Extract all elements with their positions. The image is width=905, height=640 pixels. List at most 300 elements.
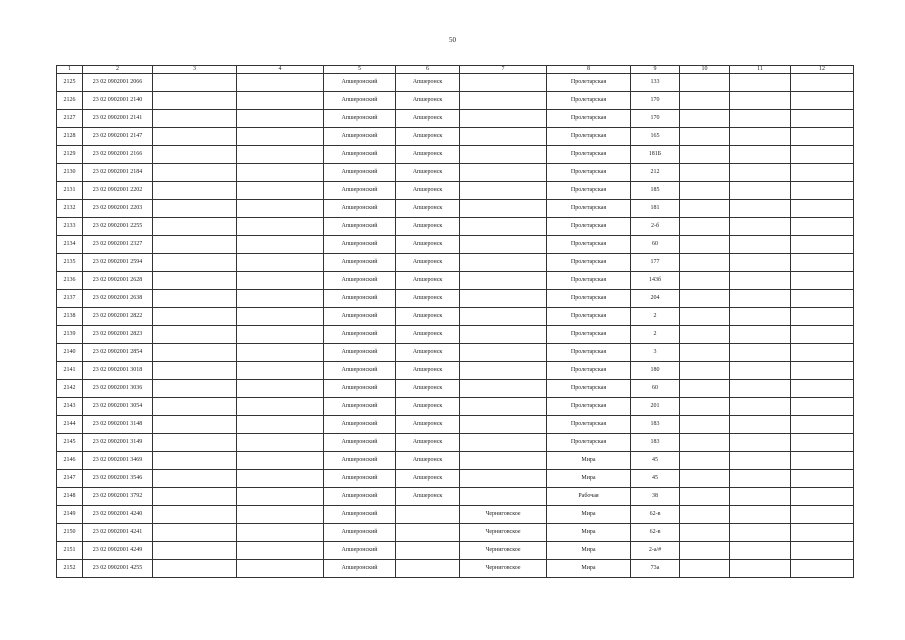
table-cell: Рабочая	[547, 488, 631, 506]
table-cell	[791, 362, 854, 380]
table-cell	[153, 362, 237, 380]
table-cell	[237, 272, 324, 290]
table-cell: Апшеронский	[324, 254, 396, 272]
table-cell	[153, 92, 237, 110]
table-cell	[730, 488, 791, 506]
table-cell	[153, 488, 237, 506]
table-cell: 23 02 0902001 3018	[83, 362, 153, 380]
table-cell	[460, 488, 547, 506]
table-cell	[730, 452, 791, 470]
table-cell: 2-а/#	[631, 542, 680, 560]
table-cell: 2138	[57, 308, 83, 326]
column-header: 5	[324, 66, 396, 74]
table-cell	[730, 470, 791, 488]
table-cell: Черниговское	[460, 560, 547, 578]
table-cell	[153, 560, 237, 578]
table-cell	[153, 272, 237, 290]
table-row	[57, 200, 854, 218]
table-cell: Апшеронский	[324, 164, 396, 182]
table-cell	[153, 74, 237, 92]
table-cell	[791, 398, 854, 416]
table-cell: 2	[631, 308, 680, 326]
table-cell: Апшеронск	[396, 164, 460, 182]
table-cell	[153, 146, 237, 164]
table-cell: Апшеронский	[324, 182, 396, 200]
table-cell	[680, 74, 730, 92]
table-cell: 165	[631, 128, 680, 146]
table-cell: 212	[631, 164, 680, 182]
table-cell: 2142	[57, 380, 83, 398]
table-cell: Апшеронск	[396, 272, 460, 290]
table-cell: Пролетарская	[547, 326, 631, 344]
table-cell	[680, 398, 730, 416]
table-cell: 23 02 0902001 4240	[83, 506, 153, 524]
table-cell: Апшеронск	[396, 236, 460, 254]
table-row	[57, 470, 854, 488]
table-cell: Пролетарская	[547, 398, 631, 416]
table-cell	[680, 560, 730, 578]
table-cell	[680, 110, 730, 128]
table-cell	[791, 524, 854, 542]
table-cell	[460, 344, 547, 362]
table-cell: 2139	[57, 326, 83, 344]
table-cell	[237, 398, 324, 416]
table-cell	[237, 290, 324, 308]
table-cell: 23 02 0902001 2255	[83, 218, 153, 236]
table-cell	[730, 146, 791, 164]
table-cell: Апшеронский	[324, 218, 396, 236]
table-row	[57, 92, 854, 110]
table-cell: Пролетарская	[547, 308, 631, 326]
table-cell	[460, 74, 547, 92]
table-cell	[237, 380, 324, 398]
table-cell: Апшеронский	[324, 344, 396, 362]
table-cell: Апшеронск	[396, 362, 460, 380]
table-cell: Апшеронский	[324, 146, 396, 164]
table-cell: Мира	[547, 542, 631, 560]
table-cell: Пролетарская	[547, 164, 631, 182]
table-cell	[680, 452, 730, 470]
table-cell	[460, 200, 547, 218]
table-cell	[153, 380, 237, 398]
table-cell: Пролетарская	[547, 200, 631, 218]
table-cell	[730, 218, 791, 236]
table-cell	[791, 380, 854, 398]
table-cell: 2145	[57, 434, 83, 452]
table-cell	[730, 344, 791, 362]
table-cell	[460, 452, 547, 470]
table-cell	[460, 470, 547, 488]
table-cell	[730, 164, 791, 182]
table-cell	[791, 218, 854, 236]
table-cell: 23 02 0902001 4241	[83, 524, 153, 542]
table-row	[57, 272, 854, 290]
table-cell	[237, 128, 324, 146]
table-cell: 2143	[57, 398, 83, 416]
table-cell	[153, 416, 237, 434]
table-cell	[153, 326, 237, 344]
table-cell	[237, 236, 324, 254]
table-cell: 23 02 0902001 3792	[83, 488, 153, 506]
table-row	[57, 416, 854, 434]
table-row	[57, 308, 854, 326]
table-cell: Апшеронский	[324, 470, 396, 488]
table-cell: Пролетарская	[547, 434, 631, 452]
table-cell: Апшеронский	[324, 308, 396, 326]
table-cell: Пролетарская	[547, 74, 631, 92]
table-cell: Мира	[547, 452, 631, 470]
table-cell	[153, 344, 237, 362]
table-cell: Мира	[547, 524, 631, 542]
column-header: 4	[237, 66, 324, 74]
table-cell: 2-б	[631, 218, 680, 236]
table-cell	[460, 218, 547, 236]
table-cell	[680, 272, 730, 290]
column-header: 6	[396, 66, 460, 74]
table-cell: Апшеронский	[324, 524, 396, 542]
table-cell: Апшеронский	[324, 326, 396, 344]
table-cell	[680, 236, 730, 254]
table-row	[57, 326, 854, 344]
table-row	[57, 128, 854, 146]
table-cell	[791, 470, 854, 488]
table-cell	[730, 560, 791, 578]
table-cell: 170	[631, 92, 680, 110]
table-cell	[791, 272, 854, 290]
table-cell: Апшеронск	[396, 290, 460, 308]
table-cell: 62-в	[631, 506, 680, 524]
table-cell	[791, 506, 854, 524]
table-cell: 60	[631, 236, 680, 254]
table-cell	[791, 182, 854, 200]
table-row	[57, 74, 854, 92]
table-cell: Апшеронский	[324, 434, 396, 452]
table-cell: Апшеронский	[324, 92, 396, 110]
table-cell	[730, 290, 791, 308]
table-cell	[153, 542, 237, 560]
table-cell: 2130	[57, 164, 83, 182]
table-cell: 23 02 0902001 2147	[83, 128, 153, 146]
table-cell	[730, 74, 791, 92]
table-cell: Мира	[547, 560, 631, 578]
column-header: 8	[547, 66, 631, 74]
table-cell	[237, 542, 324, 560]
table-cell	[460, 128, 547, 146]
table-cell: Черниговское	[460, 524, 547, 542]
table-cell: 23 02 0902001 3546	[83, 470, 153, 488]
table-row	[57, 182, 854, 200]
table-cell	[237, 362, 324, 380]
table-cell	[153, 470, 237, 488]
table-cell: Пролетарская	[547, 290, 631, 308]
table-cell	[680, 218, 730, 236]
table-cell: 177	[631, 254, 680, 272]
table-cell	[730, 182, 791, 200]
table-cell: Апшеронский	[324, 542, 396, 560]
table-cell	[680, 200, 730, 218]
table-row	[57, 434, 854, 452]
table-cell	[237, 254, 324, 272]
table-row	[57, 560, 854, 578]
table-row	[57, 254, 854, 272]
table-cell: 2149	[57, 506, 83, 524]
table-cell	[153, 398, 237, 416]
table-cell: 2151	[57, 542, 83, 560]
table-cell	[791, 452, 854, 470]
table-cell	[730, 272, 791, 290]
table-cell: Апшеронский	[324, 398, 396, 416]
table-cell: 2147	[57, 470, 83, 488]
table-cell	[680, 470, 730, 488]
table-cell: 23 02 0902001 3149	[83, 434, 153, 452]
table-cell: 23 02 0902001 2327	[83, 236, 153, 254]
table-cell: Пролетарская	[547, 146, 631, 164]
table-cell	[237, 416, 324, 434]
column-header: 7	[460, 66, 547, 74]
table-cell	[791, 326, 854, 344]
table-cell	[791, 434, 854, 452]
table-cell	[680, 308, 730, 326]
table-cell	[153, 308, 237, 326]
header-row	[57, 66, 854, 74]
table-cell: Мира	[547, 506, 631, 524]
table-cell: Апшеронск	[396, 128, 460, 146]
table-cell	[396, 506, 460, 524]
table-cell	[153, 164, 237, 182]
table-cell	[791, 110, 854, 128]
table-cell	[460, 398, 547, 416]
table-cell: 2148	[57, 488, 83, 506]
table-cell	[730, 200, 791, 218]
table-cell	[460, 182, 547, 200]
table-cell	[460, 272, 547, 290]
table-cell: Апшеронский	[324, 290, 396, 308]
table-cell	[730, 128, 791, 146]
table-cell	[680, 434, 730, 452]
table-cell: 23 02 0902001 2141	[83, 110, 153, 128]
table-cell: 181Б	[631, 146, 680, 164]
table-cell	[460, 326, 547, 344]
table-cell	[791, 164, 854, 182]
table-cell: 183	[631, 434, 680, 452]
table-cell: 2152	[57, 560, 83, 578]
column-header: 1	[57, 66, 83, 74]
table-cell: Апшеронский	[324, 272, 396, 290]
table-cell: Апшеронский	[324, 74, 396, 92]
table-cell	[460, 416, 547, 434]
table-cell	[237, 344, 324, 362]
table-row	[57, 452, 854, 470]
table-cell: 2128	[57, 128, 83, 146]
table-cell	[680, 182, 730, 200]
table-cell	[237, 434, 324, 452]
table-cell: 23 02 0902001 2854	[83, 344, 153, 362]
table-cell	[680, 542, 730, 560]
table-cell	[730, 254, 791, 272]
table-cell	[237, 146, 324, 164]
table-cell: Мира	[547, 470, 631, 488]
table-cell: 23 02 0902001 2594	[83, 254, 153, 272]
table-cell	[730, 542, 791, 560]
table-cell	[153, 434, 237, 452]
table-cell	[680, 92, 730, 110]
table-cell	[153, 218, 237, 236]
table-cell: 23 02 0902001 4249	[83, 542, 153, 560]
table-cell	[680, 488, 730, 506]
table-header	[57, 66, 854, 74]
table-cell: Пролетарская	[547, 92, 631, 110]
table-cell: 23 02 0902001 2203	[83, 200, 153, 218]
table-cell: Апшеронск	[396, 326, 460, 344]
table-cell	[237, 560, 324, 578]
table-cell: 2137	[57, 290, 83, 308]
column-header: 10	[680, 66, 730, 74]
table-cell	[460, 146, 547, 164]
table-cell: 60	[631, 380, 680, 398]
table-cell	[730, 92, 791, 110]
table-cell: Апшеронск	[396, 308, 460, 326]
table-cell	[680, 506, 730, 524]
table-cell	[730, 380, 791, 398]
table-cell: 62-в	[631, 524, 680, 542]
table-cell: Апшеронск	[396, 92, 460, 110]
table-cell: Пролетарская	[547, 254, 631, 272]
table-cell: Апшеронский	[324, 488, 396, 506]
table-cell	[153, 524, 237, 542]
table-cell	[153, 128, 237, 146]
table-cell: Пролетарская	[547, 380, 631, 398]
table-cell: Апшеронский	[324, 506, 396, 524]
table-cell	[791, 290, 854, 308]
table-cell: Апшеронский	[324, 416, 396, 434]
table-cell: Черниговское	[460, 506, 547, 524]
table-cell: Апшеронск	[396, 110, 460, 128]
table-cell	[680, 380, 730, 398]
table-cell: Пролетарская	[547, 362, 631, 380]
table-cell	[730, 434, 791, 452]
registry-table	[56, 65, 854, 578]
table-cell: 2144	[57, 416, 83, 434]
table-cell: 2136	[57, 272, 83, 290]
table-cell: 23 02 0902001 2638	[83, 290, 153, 308]
table-cell: 2132	[57, 200, 83, 218]
table-row	[57, 524, 854, 542]
table-cell: 3	[631, 344, 680, 362]
table-cell: 2133	[57, 218, 83, 236]
table-cell	[237, 218, 324, 236]
table-cell	[237, 524, 324, 542]
table-cell	[396, 560, 460, 578]
table-cell	[237, 470, 324, 488]
table-row	[57, 488, 854, 506]
table-cell: Апшеронск	[396, 470, 460, 488]
column-header: 9	[631, 66, 680, 74]
table-cell: Апшеронск	[396, 416, 460, 434]
table-row	[57, 344, 854, 362]
table-cell	[730, 308, 791, 326]
table-cell	[153, 200, 237, 218]
table-cell: 2141	[57, 362, 83, 380]
table-cell	[730, 524, 791, 542]
table-cell: 204	[631, 290, 680, 308]
table-cell	[460, 164, 547, 182]
table-cell: Апшеронск	[396, 488, 460, 506]
table-cell: 201	[631, 398, 680, 416]
table-cell	[237, 92, 324, 110]
table-row	[57, 506, 854, 524]
table-cell: Пролетарская	[547, 182, 631, 200]
table-cell: 23 02 0902001 2822	[83, 308, 153, 326]
table-row	[57, 164, 854, 182]
table-cell	[791, 146, 854, 164]
table-cell	[153, 110, 237, 128]
table-cell	[153, 182, 237, 200]
table-cell	[460, 434, 547, 452]
table-cell	[460, 362, 547, 380]
table-cell	[153, 290, 237, 308]
table-row	[57, 398, 854, 416]
table-cell: 45	[631, 470, 680, 488]
table-cell	[791, 542, 854, 560]
table-cell	[730, 362, 791, 380]
table-cell: 2	[631, 326, 680, 344]
table-cell: 2129	[57, 146, 83, 164]
table-row	[57, 380, 854, 398]
table-cell: Пролетарская	[547, 128, 631, 146]
table-cell	[730, 326, 791, 344]
table-cell: 143б	[631, 272, 680, 290]
table-cell: Апшеронск	[396, 182, 460, 200]
table-cell: Апшеронск	[396, 398, 460, 416]
table-cell	[237, 506, 324, 524]
table-cell: 2146	[57, 452, 83, 470]
table-cell: 23 02 0902001 2628	[83, 272, 153, 290]
table-cell	[680, 164, 730, 182]
table-cell	[460, 308, 547, 326]
table-cell	[730, 110, 791, 128]
table-cell: 183	[631, 416, 680, 434]
table-cell	[680, 254, 730, 272]
table-cell	[791, 560, 854, 578]
table-cell	[460, 110, 547, 128]
table-cell	[680, 416, 730, 434]
table-cell: 23 02 0902001 3469	[83, 452, 153, 470]
table-cell	[237, 182, 324, 200]
table-cell: 2134	[57, 236, 83, 254]
table-cell: 185	[631, 182, 680, 200]
table-cell	[460, 380, 547, 398]
table-cell	[791, 200, 854, 218]
table-cell: Пролетарская	[547, 218, 631, 236]
table-cell	[153, 452, 237, 470]
table-cell: 2135	[57, 254, 83, 272]
table-cell: 2127	[57, 110, 83, 128]
table-cell: 73а	[631, 560, 680, 578]
table-cell	[680, 362, 730, 380]
column-header: 12	[791, 66, 854, 74]
table-cell: Апшеронский	[324, 110, 396, 128]
table-cell	[237, 452, 324, 470]
table-cell	[680, 290, 730, 308]
table-cell	[237, 308, 324, 326]
table-cell	[237, 488, 324, 506]
table-row	[57, 542, 854, 560]
table-cell	[791, 308, 854, 326]
table-cell: 2131	[57, 182, 83, 200]
table-cell: Пролетарская	[547, 416, 631, 434]
table-cell: 23 02 0902001 3054	[83, 398, 153, 416]
table-cell	[791, 488, 854, 506]
